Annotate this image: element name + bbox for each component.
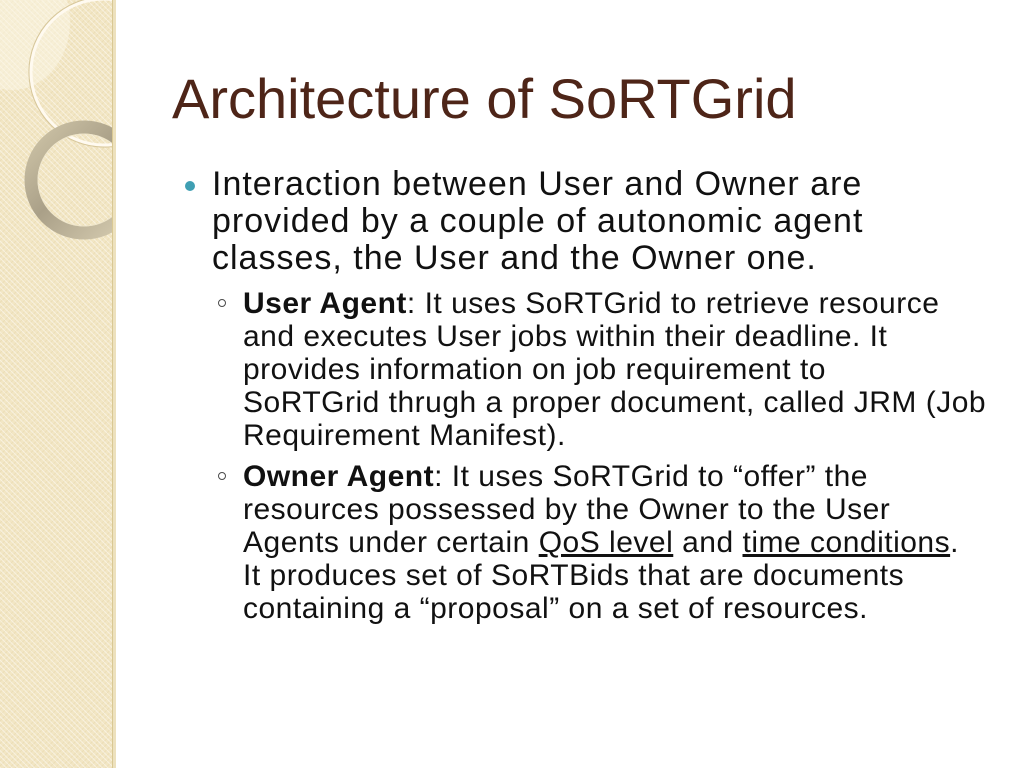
bullet-text: Interaction between User and Owner are provided by a couple of autonomic agent classes, the User and the Owner one. bbox=[212, 165, 864, 277]
sub-bullet-text: : It uses SoRTGrid to retrieve resource and executes User jobs within their deadline. It provides information on job requirement to SoRTGrid thrugh a proper document, called JRM (Job Requirement Manifest). bbox=[243, 287, 987, 452]
sub-bullet-circle-icon bbox=[218, 472, 226, 480]
bullet-dot-icon bbox=[185, 181, 195, 191]
sub-bullet-text: and bbox=[673, 526, 743, 559]
sub-bullet-user-agent bbox=[243, 287, 1018, 452]
sub-bullet-label: User Agent bbox=[243, 287, 407, 320]
sidebar-edge bbox=[112, 0, 116, 768]
sub-bullet-owner-agent bbox=[243, 460, 1018, 625]
sub-bullet-text: : It uses SoRTGrid to “offer” the resources possessed by the Owner to the User Agents under certain bbox=[243, 460, 891, 559]
sidebar-decoration bbox=[0, 0, 112, 768]
underlined-term-qos-level: QoS level bbox=[538, 526, 674, 559]
decorative-ring bbox=[31, 127, 112, 233]
sub-bullet-text: . It produces set of SoRTBids that are documents containing a “proposal” on a set of resources. bbox=[243, 526, 959, 625]
underlined-term-time-conditions: time conditions bbox=[742, 526, 951, 559]
sub-bullet-label: Owner Agent bbox=[243, 460, 435, 493]
sub-bullet-circle-icon bbox=[218, 299, 226, 307]
slide-title: Architecture of SoRTGrid bbox=[172, 67, 797, 130]
